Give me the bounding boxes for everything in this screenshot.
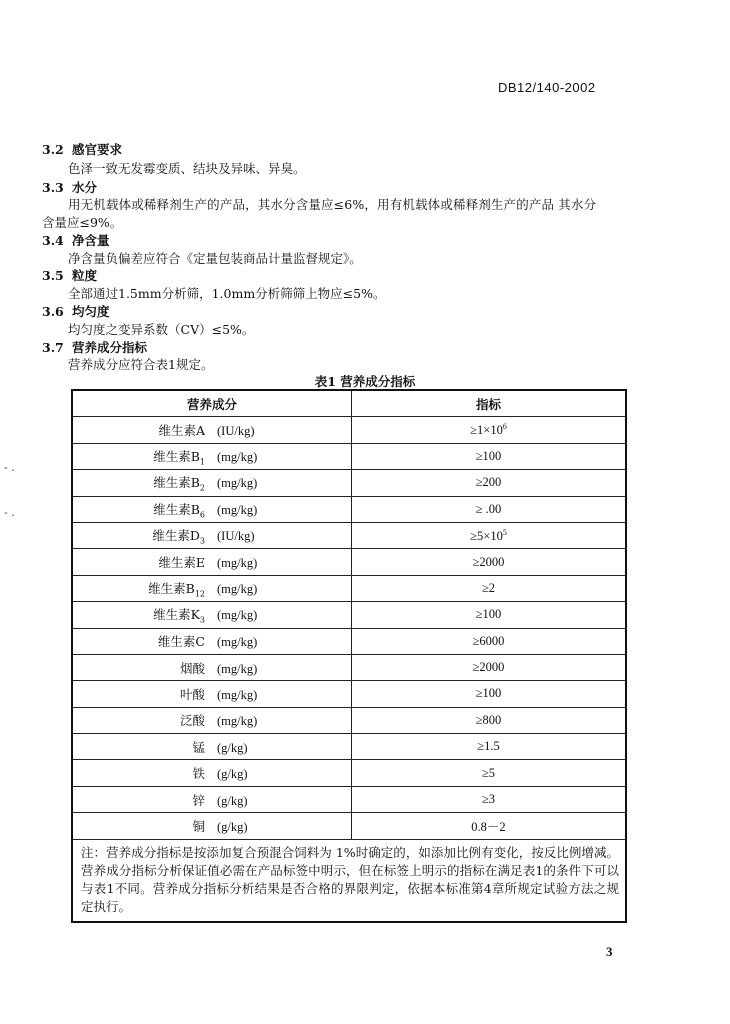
- indicator-value: ≥800: [352, 707, 627, 733]
- section-3-6-heading: 3.6 均匀度: [42, 304, 110, 319]
- nutrient-unit: (mg/kg): [217, 556, 258, 571]
- table-row: [72, 470, 626, 496]
- section-3-3-heading: 3.3 水分: [42, 180, 98, 195]
- nutrient-cell: [72, 470, 352, 496]
- nutrient-unit: (g/kg): [217, 819, 248, 834]
- nutrient-name: 维生素$B_6$: [153, 501, 205, 519]
- nutrient-name: 铜: [192, 818, 205, 834]
- table-row: [72, 549, 626, 575]
- section-3-2-heading: 3.2 感官要求: [42, 142, 123, 157]
- indicator-exponent: 6: [502, 422, 507, 431]
- nutrient-name: 维生素$B_2$: [153, 475, 205, 493]
- indicator-value: 0.8－2: [352, 813, 627, 839]
- nutrient-name: 维生素$D_3$: [152, 527, 205, 546]
- section-3-3-text-line2: 含量应≤9%。: [42, 215, 123, 230]
- nutrient-unit: (mg/kg): [217, 476, 258, 491]
- nutrient-name: 维生素$B_1$: [153, 448, 205, 467]
- nutrient-subscript: 2: [199, 483, 205, 493]
- nutrient-name: 烟酸: [179, 660, 205, 676]
- nutrient-unit: (mg/kg): [217, 714, 258, 729]
- nutrient-unit: (g/kg): [217, 793, 248, 808]
- indicator-value: ≥ .00: [352, 496, 627, 522]
- section-3-6-text: 均匀度之变异系数（CV）≤5%。: [68, 322, 255, 337]
- nutrient-unit: (mg/kg): [217, 687, 258, 702]
- table-row: [72, 575, 626, 601]
- page-number: 3: [606, 944, 613, 959]
- nutrient-subscript: 3: [199, 536, 205, 546]
- indicator-value: ≥100: [352, 681, 627, 707]
- indicator-value: ≥100: [352, 602, 627, 628]
- section-3-5-heading: 3.5 粒度: [42, 268, 98, 283]
- nutrient-unit: (mg/kg): [217, 449, 258, 464]
- section-3-5-text: 全部通过1.5mm分析筛，1.0mm分析筛筛上物应≤5%。: [68, 286, 386, 301]
- nutrient-name: 铁: [192, 766, 205, 782]
- table-row: [72, 813, 626, 839]
- table-row: [72, 417, 626, 443]
- nutrient-cell: [72, 575, 352, 601]
- table-row: [72, 654, 626, 680]
- indicator-value: ≥5: [352, 760, 627, 786]
- nutrient-cell: [72, 707, 352, 733]
- nutrient-subscript: 1: [199, 457, 205, 467]
- section-3-2-text: 色泽一致无发霉变质、结块及异味、异臭。: [68, 161, 306, 176]
- header-indicator: 指标: [352, 390, 627, 417]
- nutrient-cell: [72, 522, 352, 548]
- nutrient-name: 锰: [192, 739, 205, 755]
- nutrient-unit: (mg/kg): [217, 502, 258, 517]
- table-note: 注：营养成分指标是按添加复合预混合饲料为 1%时确定的，如添加比例有变化，按反比例增减。营养成分指标分析保证值必需在产品标签中明示，但在标签上明示的指标在满足表1的条件下可以与表1不同。营养成分指标分析结果是否合格的界限判定，依据本标准第4章所规定试验方法之规定执行。: [72, 839, 626, 922]
- nutrient-cell: [72, 443, 352, 469]
- nutrient-unit: (IU/kg): [217, 424, 255, 439]
- nutrient-name: 维生素$K_3$: [153, 607, 205, 625]
- nutrient-subscript: 6: [199, 510, 205, 519]
- nutrient-unit: (IU/kg): [217, 528, 255, 543]
- nutrient-name: 维生素C: [157, 634, 205, 650]
- table-row: [72, 760, 626, 786]
- nutrient-name: 锌: [192, 792, 205, 808]
- nutrient-cell: [72, 734, 352, 760]
- nutrient-cell: [72, 760, 352, 786]
- indicator-value: $\ge 5\times 10^5$: [352, 522, 627, 548]
- nutrient-unit: (mg/kg): [217, 661, 258, 676]
- nutrient-cell: [72, 813, 352, 839]
- indicator-value: ≥2000: [352, 654, 627, 680]
- nutrient-name: 维生素E: [158, 555, 205, 571]
- table-row: [72, 602, 626, 628]
- table-caption: 表1 营养成分指标: [314, 374, 416, 389]
- nutrient-name: 叶酸: [179, 686, 205, 702]
- table-row: [72, 786, 626, 812]
- nutrient-cell: [72, 786, 352, 812]
- table-row: [72, 496, 626, 522]
- nutrient-cell: [72, 602, 352, 628]
- indicator-value: ≥100: [352, 443, 627, 469]
- header-nutrient: 营养成分: [72, 390, 352, 417]
- nutrient-unit: (g/kg): [217, 740, 248, 755]
- nutrient-name: 泛酸: [179, 713, 205, 729]
- indicator-value: ≥2000: [352, 549, 627, 575]
- nutrient-cell: [72, 417, 352, 443]
- nutrient-name: 维生素A: [158, 423, 205, 439]
- nutrient-unit: (mg/kg): [217, 635, 258, 650]
- indicator-value: ≥1.5: [352, 734, 627, 760]
- table-row: [72, 707, 626, 733]
- nutrient-unit: (mg/kg): [217, 581, 258, 596]
- nutrient-cell: [72, 681, 352, 707]
- section-3-4-text: 净含量负偏差应符合《定量包装商品计量监督规定》。: [68, 251, 362, 266]
- section-3-4-heading: 3.4 净含量: [42, 233, 110, 248]
- table-header-row: [72, 390, 626, 417]
- nutrition-table: [71, 389, 627, 923]
- indicator-exponent: 5: [502, 527, 507, 537]
- nutrient-cell: [72, 628, 352, 654]
- section-3-3-text-line1: 用无机载体或稀释剂生产的产品，其水分含量应≤6%，用有机载体或稀释剂生产的产品 其水分: [68, 197, 597, 212]
- nutrient-unit: (g/kg): [217, 767, 248, 782]
- indicator-value: ≥2: [352, 575, 627, 601]
- table-row: [72, 443, 626, 469]
- table-row: [72, 681, 626, 707]
- indicator-value: ≥6000: [352, 628, 627, 654]
- margin-mark: - .: [4, 506, 15, 519]
- nutrient-cell: [72, 496, 352, 522]
- nutrient-subscript: 3: [199, 615, 205, 625]
- table-row: [72, 734, 626, 760]
- margin-mark: - .: [4, 461, 15, 474]
- nutrient-name: 维生素$B_{12}$: [148, 580, 205, 599]
- nutrient-cell: [72, 549, 352, 575]
- nutrient-cell: [72, 654, 352, 680]
- section-3-7-heading: 3.7 营养成分指标: [42, 340, 148, 355]
- table-row: [72, 628, 626, 654]
- section-3-7-text: 营养成分应符合表1规定。: [68, 357, 214, 372]
- standard-code: DB12/140-2002: [498, 80, 596, 95]
- nutrient-subscript: 12: [194, 589, 205, 599]
- note-row: [72, 839, 626, 922]
- indicator-value: ≥3: [352, 786, 627, 812]
- indicator-value: $\ge 1\times 10^6$: [352, 417, 627, 443]
- table-row: [72, 522, 626, 548]
- nutrient-unit: (mg/kg): [217, 608, 258, 623]
- indicator-value: ≥200: [352, 470, 627, 496]
